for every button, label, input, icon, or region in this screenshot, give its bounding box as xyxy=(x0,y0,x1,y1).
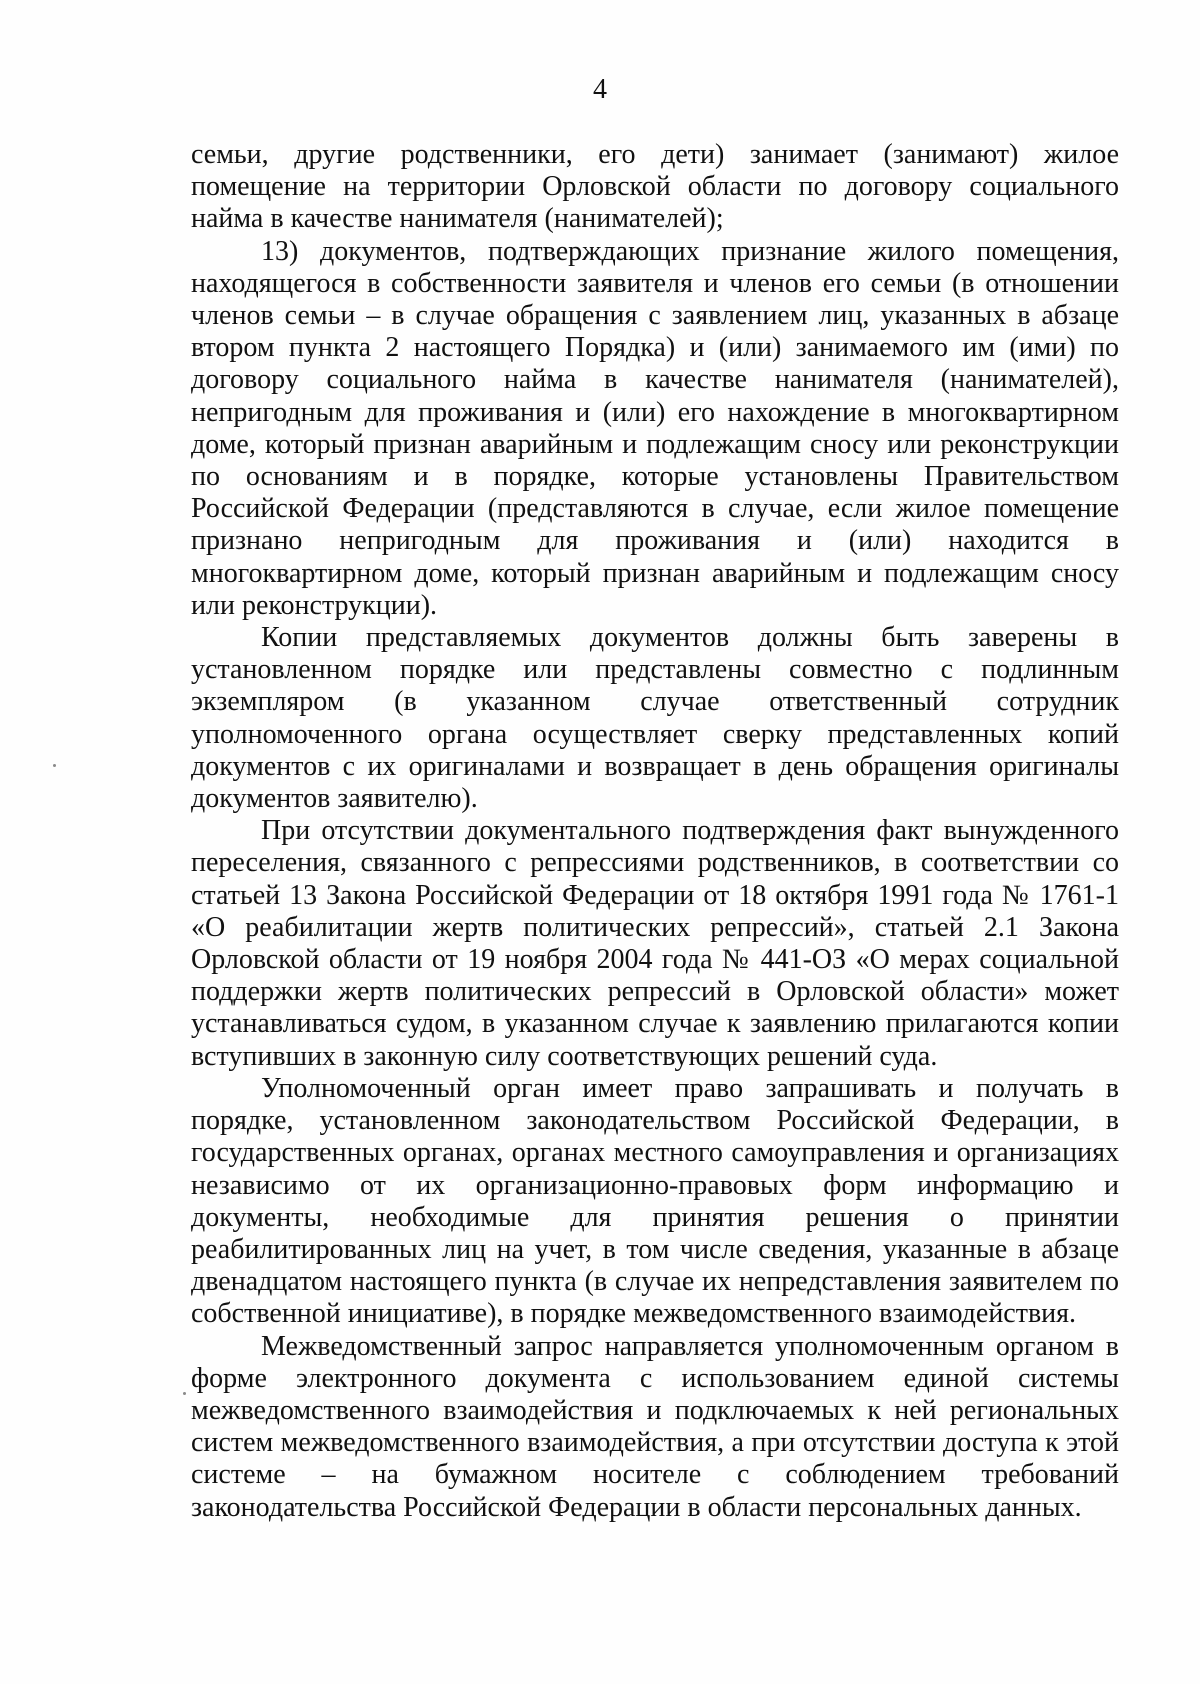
paragraph-interagency-request: Межведомственный запрос направляется уполномоченным органом в форме электронного документа с использованием единой системы межведомственного взаимодействия и подключаемых к ней региональных систем межведомственного взаимодействия, а при отсутствии доступа к этой системе – на бумажном носителе с соблюдением требований законодательства Российской Федерации в области персональных данных. xyxy=(191,1330,1119,1523)
paragraph-authorized-body: Уполномоченный орган имеет право запрашивать и получать в порядке, установленном законодательством Российской Федерации, в государственных органах, органах местного самоуправления и организациях независимо от их организационно-правовых форм информацию и документы, необходимые для принятия решения о принятии реабилитированных лиц на учет, в том числе сведения, указанные в абзаце двенадцатом настоящего пункта (в случае их непредставления заявителем по собственной инициативе), в порядке межведомственного взаимодействия. xyxy=(191,1072,1119,1330)
scan-speck xyxy=(53,764,56,767)
paragraph-no-documentation: При отсутствии документального подтверждения факт вынужденного переселения, связанного с репрессиями родственников, в соответствии со статьей 13 Закона Российской Федерации от 18 октября 1991 года № 1761-1 «О реабилитации жертв политических репрессий», статьей 2.1 Закона Орловской области от 19 ноября 2004 года № 441-ОЗ «О мерах социальной поддержки жертв политических репрессий в Орловской области» может устанавливаться судом, в указанном случае к заявлению прилагаются копии вступивших в законную силу соответствующих решений суда. xyxy=(191,815,1119,1072)
document-body xyxy=(191,139,1119,1524)
scan-speck xyxy=(183,1392,186,1395)
paragraph-continuation: семьи, другие родственники, его дети) занимает (занимают) жилое помещение на территории Орловской области по договору социального найма в качестве нанимателя (нанимателей); xyxy=(191,139,1119,235)
paragraph-copies: Копии представляемых документов должны быть заверены в установленном порядке или представлены совместно с подлинным экземпляром (в указанном случае ответственный сотрудник уполномоченного органа осуществляет сверку представленных копий документов с их оригиналами и возвращает в день обращения оригиналы документов заявителю). xyxy=(191,622,1119,815)
paragraph-item-13: 13) документов, подтверждающих признание жилого помещения, находящегося в собственности заявителя и членов его семьи (в отношении членов семьи – в случае обращения с заявлением лиц, указанных в абзаце втором пункта 2 настоящего Порядка) и (или) занимаемого им (ими) по договору социального найма в качестве нанимателя (нанимателей), непригодным для проживания и (или) его нахождение в многоквартирном доме, который признан аварийным и подлежащим сносу или реконструкции по основаниям и в порядке, которые установлены Правительством Российской Федерации (представляются в случае, если жилое помещение признано непригодным для проживания и (или) находится в многоквартирном доме, который признан аварийным и подлежащим сносу или реконструкции). xyxy=(191,235,1119,621)
page-number: 4 xyxy=(593,74,607,105)
